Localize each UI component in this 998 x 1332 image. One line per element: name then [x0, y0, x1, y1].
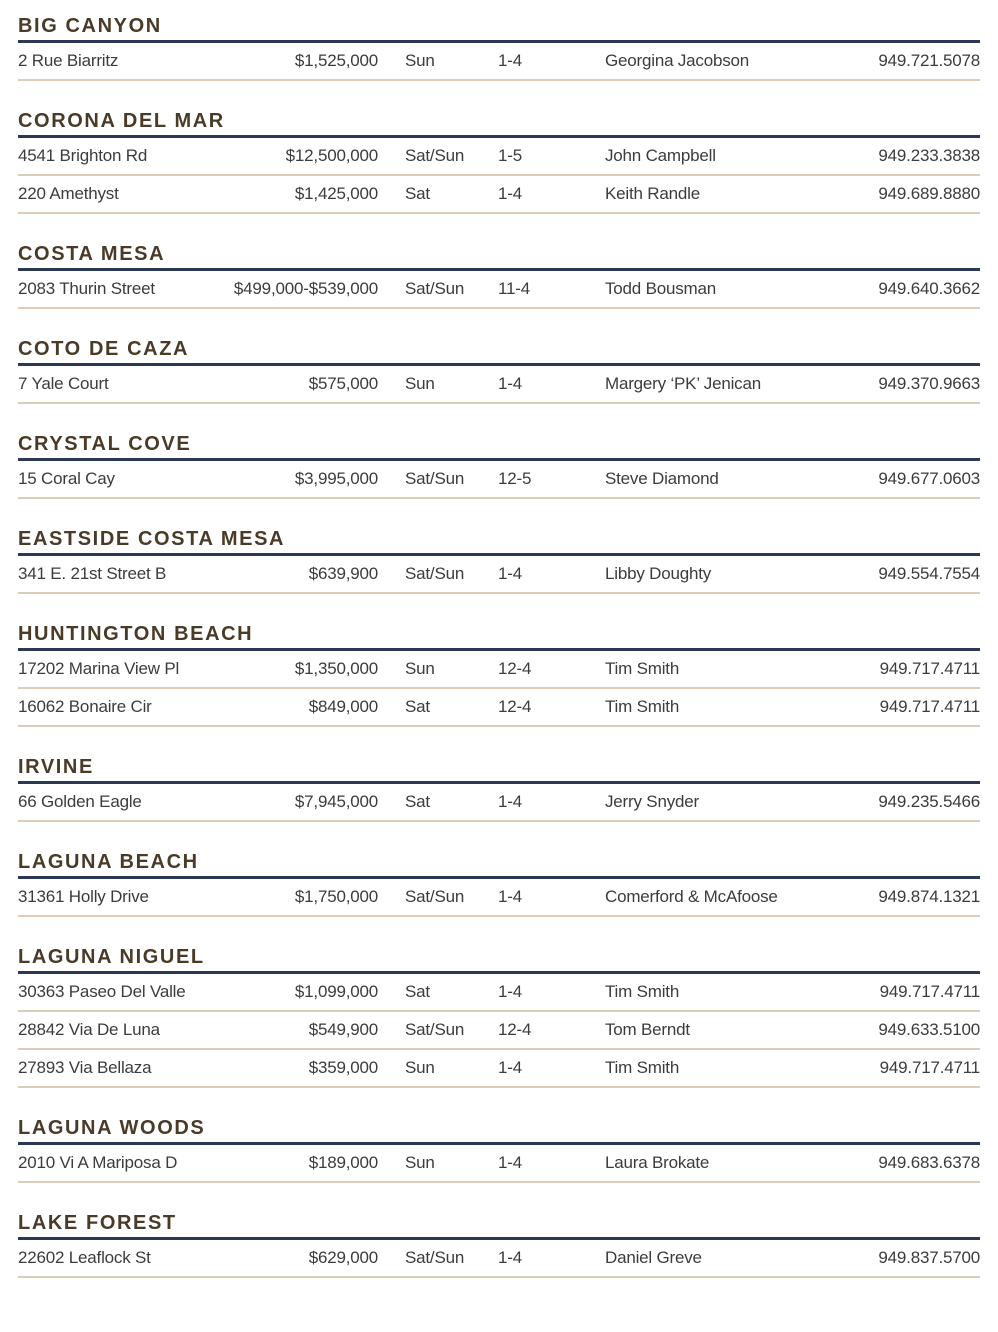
- city-section-lake-forest: [18, 1211, 980, 1278]
- listing-row: [18, 689, 980, 727]
- listing-price: $1,425,000: [294, 184, 378, 203]
- listing-agent: Tim Smith: [605, 1058, 680, 1077]
- city-section-laguna-woods: [18, 1116, 980, 1183]
- listing-row: [18, 366, 980, 404]
- listing-phone: 949.683.6378: [878, 1153, 980, 1172]
- city-section-eastside-costa-mesa: [18, 527, 980, 594]
- city-heading: BIG CANYON: [18, 14, 980, 43]
- city-heading: EASTSIDE COSTA MESA: [18, 527, 980, 556]
- listing-price: $1,750,000: [294, 887, 378, 906]
- listing-time: 1-5: [498, 146, 522, 165]
- listing-agent: John Campbell: [605, 146, 716, 165]
- listing-price: $3,995,000: [294, 469, 378, 488]
- city-section-corona-del-mar: [18, 109, 980, 214]
- listing-price: $359,000: [308, 1058, 378, 1077]
- listing-day: Sat/Sun: [405, 146, 465, 165]
- listing-day: Sun: [405, 659, 435, 678]
- listing-row: [18, 1012, 980, 1050]
- listing-day: Sun: [405, 51, 435, 70]
- listing-address: 31361 Holly Drive: [18, 887, 149, 906]
- listing-agent: Comerford & McAfoose: [605, 887, 778, 906]
- listing-address: 22602 Leaflock St: [18, 1248, 151, 1267]
- listing-address: 15 Coral Cay: [18, 469, 115, 488]
- listing-address: 28842 Via De Luna: [18, 1020, 160, 1039]
- listing-row: [18, 43, 980, 81]
- listing-agent: Jerry Snyder: [605, 792, 699, 811]
- listing-day: Sat/Sun: [405, 469, 465, 488]
- listing-day: Sat/Sun: [405, 1248, 465, 1267]
- city-section-irvine: [18, 755, 980, 822]
- listing-day: Sat: [405, 792, 430, 811]
- listing-address: 27893 Via Bellaza: [18, 1058, 152, 1077]
- listing-price: $189,000: [308, 1153, 378, 1172]
- listing-day: Sat/Sun: [405, 564, 465, 583]
- listing-phone: 949.717.4711: [879, 659, 980, 678]
- listing-agent: Tom Berndt: [605, 1020, 690, 1039]
- listing-row: [18, 784, 980, 822]
- listing-address: 7 Yale Court: [18, 374, 109, 393]
- city-heading: COSTA MESA: [18, 242, 980, 271]
- listing-agent: Libby Doughty: [605, 564, 712, 583]
- listing-address: 17202 Marina View Pl: [18, 659, 180, 678]
- listing-row: [18, 138, 980, 176]
- listing-day: Sat/Sun: [405, 1020, 465, 1039]
- listing-day: Sat: [405, 982, 430, 1001]
- listing-agent: Tim Smith: [605, 982, 680, 1001]
- listing-agent: Steve Diamond: [605, 469, 719, 488]
- listing-agent: Daniel Greve: [605, 1248, 702, 1267]
- listing-row: [18, 974, 980, 1012]
- listing-row: [18, 176, 980, 214]
- listing-phone: 949.689.8880: [878, 184, 980, 203]
- listing-time: 12-4: [498, 659, 532, 678]
- listing-row: [18, 651, 980, 689]
- listing-row: [18, 556, 980, 594]
- city-heading: CORONA DEL MAR: [18, 109, 980, 138]
- listing-agent: Todd Bousman: [605, 279, 717, 298]
- listing-price: $499,000-$539,000: [233, 279, 378, 298]
- listing-day: Sat: [405, 697, 430, 716]
- listing-price: $639,900: [308, 564, 378, 583]
- listing-agent: Laura Brokate: [605, 1153, 710, 1172]
- listing-time: 1-4: [498, 792, 522, 811]
- listing-row: [18, 461, 980, 499]
- city-heading: LAGUNA BEACH: [18, 850, 980, 879]
- listing-row: [18, 1145, 980, 1183]
- city-section-huntington-beach: [18, 622, 980, 727]
- listing-phone: 949.633.5100: [878, 1020, 980, 1039]
- listing-time: 1-4: [498, 564, 522, 583]
- city-heading: COTO DE CAZA: [18, 337, 980, 366]
- listing-phone: 949.717.4711: [879, 697, 980, 716]
- listing-address: 30363 Paseo Del Valle: [18, 982, 186, 1001]
- listing-time: 11-4: [498, 279, 530, 298]
- listing-time: 12-4: [498, 1020, 532, 1039]
- listing-price: $849,000: [308, 697, 378, 716]
- city-heading: LAGUNA WOODS: [18, 1116, 980, 1145]
- listing-time: 12-5: [498, 469, 532, 488]
- listing-day: Sat/Sun: [405, 887, 465, 906]
- listing-agent: Georgina Jacobson: [605, 51, 750, 70]
- listing-row: [18, 1240, 980, 1278]
- listing-address: 341 E. 21st Street B: [18, 564, 167, 583]
- listing-phone: 949.717.4711: [879, 1058, 980, 1077]
- listing-phone: 949.837.5700: [878, 1248, 980, 1267]
- open-house-directory: [18, 14, 980, 1278]
- city-heading: LAKE FOREST: [18, 1211, 980, 1240]
- listing-row: [18, 879, 980, 917]
- listing-agent: Tim Smith: [605, 659, 680, 678]
- listing-time: 1-4: [498, 51, 522, 70]
- city-section-coto-de-caza: [18, 337, 980, 404]
- listing-time: 1-4: [498, 184, 522, 203]
- listing-agent: Keith Randle: [605, 184, 700, 203]
- listing-price: $12,500,000: [285, 146, 378, 165]
- listing-price: $549,900: [308, 1020, 378, 1039]
- listing-address: 66 Golden Eagle: [18, 792, 142, 811]
- listing-phone: 949.717.4711: [879, 982, 980, 1001]
- listing-day: Sun: [405, 1153, 435, 1172]
- listing-time: 1-4: [498, 982, 522, 1001]
- listing-day: Sun: [405, 1058, 435, 1077]
- listing-agent: Margery ‘PK’ Jenican: [605, 374, 761, 393]
- listing-address: 16062 Bonaire Cir: [18, 697, 152, 716]
- city-heading: IRVINE: [18, 755, 980, 784]
- listing-time: 1-4: [498, 374, 522, 393]
- listing-address: 4541 Brighton Rd: [18, 146, 148, 165]
- listing-address: 2 Rue Biarritz: [18, 51, 119, 70]
- listing-phone: 949.677.0603: [878, 469, 980, 488]
- city-section-costa-mesa: [18, 242, 980, 309]
- listing-agent: Tim Smith: [605, 697, 680, 716]
- listing-phone: 949.874.1321: [878, 887, 980, 906]
- listing-phone: 949.233.3838: [878, 146, 980, 165]
- listing-row: [18, 271, 980, 309]
- listing-row: [18, 1050, 980, 1088]
- listing-time: 1-4: [498, 887, 522, 906]
- city-section-laguna-beach: [18, 850, 980, 917]
- city-heading: LAGUNA NIGUEL: [18, 945, 980, 974]
- listing-day: Sat/Sun: [405, 279, 465, 298]
- listing-day: Sat: [405, 184, 430, 203]
- listing-price: $1,525,000: [294, 51, 378, 70]
- listing-price: $575,000: [308, 374, 378, 393]
- listing-address: 2083 Thurin Street: [18, 279, 155, 298]
- listing-price: $1,099,000: [294, 982, 378, 1001]
- listing-time: 12-4: [498, 697, 532, 716]
- listing-phone: 949.370.9663: [878, 374, 980, 393]
- listing-address: 2010 Vi A Mariposa D: [18, 1153, 178, 1172]
- listing-time: 1-4: [498, 1153, 522, 1172]
- listing-price: $1,350,000: [294, 659, 378, 678]
- listing-phone: 949.721.5078: [878, 51, 980, 70]
- listing-time: 1-4: [498, 1248, 522, 1267]
- listing-price: $629,000: [308, 1248, 378, 1267]
- listing-price: $7,945,000: [294, 792, 378, 811]
- listing-phone: 949.640.3662: [878, 279, 980, 298]
- city-section-big-canyon: [18, 14, 980, 81]
- city-heading: CRYSTAL COVE: [18, 432, 980, 461]
- city-section-crystal-cove: [18, 432, 980, 499]
- listing-phone: 949.554.7554: [878, 564, 980, 583]
- listing-address: 220 Amethyst: [18, 184, 119, 203]
- city-section-laguna-niguel: [18, 945, 980, 1088]
- listing-day: Sun: [405, 374, 435, 393]
- listing-time: 1-4: [498, 1058, 522, 1077]
- city-heading: HUNTINGTON BEACH: [18, 622, 980, 651]
- listing-phone: 949.235.5466: [878, 792, 980, 811]
